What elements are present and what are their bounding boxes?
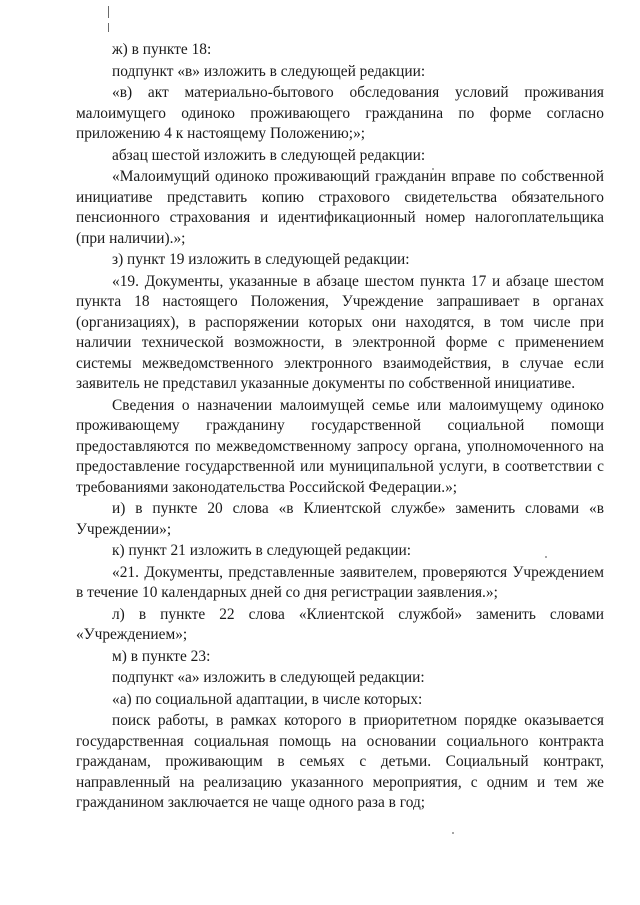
paragraph: «Малоимущий одиноко проживающий гражданин вправе по собственной инициативе представить копию страхового свидетельства обязательного пенсионного страхования и идентификационный номер налогоплательщика (при наличии).»; <box>76 168 604 247</box>
paragraph: з) пункт 19 изложить в следующей редакции: <box>112 251 410 268</box>
paragraph: к) пункт 21 изложить в следующей редакции: <box>112 542 411 559</box>
paragraph: поиск работы, в рамках которого в приоритетном порядке оказывается государственная социальная помощь на основании социального контракта гражданам, проживающим в семьях с детьми. Социальный контракт, направленный на реализацию указанного мероприятия, с одним и тем же гражданином заключается не чаще одного раза в год; <box>76 712 604 811</box>
paragraph: «19. Документы, указанные в абзаце шестом пункта 17 и абзаце шестом пункта 18 настоящего Положения, Учреждение запрашивает в органах (организациях), в распоряжении которых они находятся, в том числе при наличии технической возможности, в электронной форме с применением системы межведомственного электронного взаимодействия, в случае если заявитель не представил указанные документы по собственной инициативе. <box>76 272 604 392</box>
paragraph: «а) по социальной адаптации, в числе которых: <box>112 690 423 708</box>
document-body <box>76 40 604 814</box>
paragraph: м) в пункте 23: <box>112 647 211 665</box>
paragraph: ж) в пункте 18: <box>112 41 212 58</box>
paragraph: л) в пункте 22 слова «Клиентской службой» заменить словами «Учреждением»; <box>76 605 604 643</box>
scan-speck <box>452 832 454 834</box>
paragraph: Сведения о назначении малоимущей семье или малоимущему одиноко проживающему гражданину государственной социальной помощи предоставляются по межведомственному запросу органа, уполномоченного на предоставление государственной или муниципальной услуги, в соответствии с требованиями законодательства Российской Федерации.»; <box>76 396 604 496</box>
paragraph: и) в пункте 20 слова «в Клиентской службе» заменить словами «в Учреждении»; <box>76 500 604 538</box>
paragraph: «21. Документы, представленные заявителем, проверяются Учреждением в течение 10 календарных дней со дня регистрации заявления.»; <box>76 563 604 601</box>
paragraph: абзац шестой изложить в следующей редакции: <box>112 146 426 164</box>
paragraph: подпункт «а» изложить в следующей редакции: <box>112 669 425 686</box>
paragraph: подпункт «в» изложить в следующей редакции: <box>112 62 426 80</box>
scan-mark <box>108 6 109 32</box>
paragraph: «в) акт материально-бытового обследования условий проживания малоимущего одиноко проживающего гражданина по форме согласно приложению 4 к настоящему Положению;»; <box>76 84 604 142</box>
